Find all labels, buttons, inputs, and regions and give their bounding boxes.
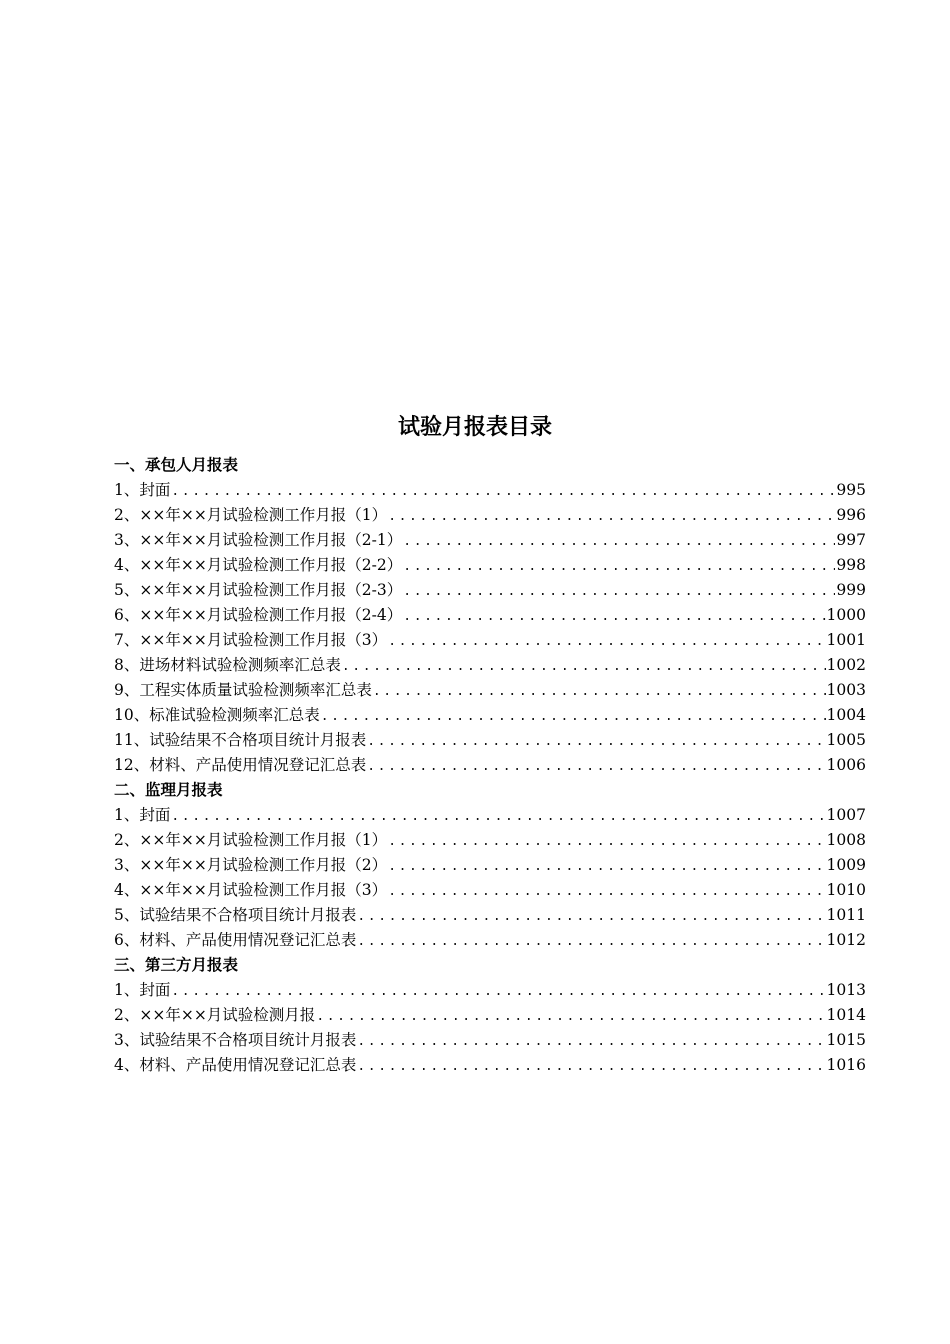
table-of-contents bbox=[114, 453, 866, 1078]
dot-leader bbox=[388, 854, 825, 878]
toc-entry[interactable] bbox=[114, 1053, 866, 1078]
toc-entry[interactable] bbox=[114, 903, 866, 928]
dot-leader bbox=[321, 704, 826, 728]
section-heading: 三、第三方月报表 bbox=[114, 956, 239, 974]
toc-entry-label: 9、工程实体质量试验检测频率汇总表 bbox=[114, 681, 372, 699]
toc-entry[interactable] bbox=[114, 528, 866, 553]
toc-entry-label: 7、××年××月试验检测工作月报（3） bbox=[114, 631, 388, 649]
toc-entry-label: 11、试验结果不合格项目统计月报表 bbox=[114, 731, 367, 749]
toc-entry-label: 4、××年××月试验检测工作月报（3） bbox=[114, 881, 388, 899]
toc-entry-page-number: 1012 bbox=[826, 931, 866, 949]
toc-entry[interactable] bbox=[114, 928, 866, 953]
toc-entry-page-number: 1000 bbox=[826, 606, 866, 624]
toc-entry-page-number: 996 bbox=[836, 506, 866, 524]
toc-entry-page-number: 1016 bbox=[826, 1056, 866, 1074]
section-heading: 二、监理月报表 bbox=[114, 781, 223, 799]
toc-entry-label: 8、进场材料试验检测频率汇总表 bbox=[114, 656, 341, 674]
toc-entry[interactable] bbox=[114, 478, 866, 503]
toc-entry-label: 3、××年××月试验检测工作月报（2） bbox=[114, 856, 388, 874]
toc-entry[interactable] bbox=[114, 553, 866, 578]
dot-leader bbox=[388, 879, 825, 903]
toc-entry-page-number: 1007 bbox=[826, 806, 866, 824]
toc-entry-label: 2、××年××月试验检测工作月报（1） bbox=[114, 506, 388, 524]
dot-leader bbox=[171, 479, 835, 503]
dot-leader bbox=[357, 1054, 825, 1078]
toc-entry-page-number: 1009 bbox=[826, 856, 866, 874]
dot-leader bbox=[403, 579, 835, 603]
dot-leader bbox=[357, 1029, 825, 1053]
toc-entry-page-number: 997 bbox=[836, 531, 866, 549]
dot-leader bbox=[367, 754, 825, 778]
toc-entry-label: 3、××年××月试验检测工作月报（2-1） bbox=[114, 531, 403, 549]
toc-entry-page-number: 995 bbox=[836, 481, 866, 499]
toc-entry[interactable] bbox=[114, 853, 866, 878]
toc-entry-label: 10、标准试验检测频率汇总表 bbox=[114, 706, 320, 724]
toc-entry-page-number: 1011 bbox=[826, 906, 866, 924]
toc-entry[interactable] bbox=[114, 728, 866, 753]
toc-entry-page-number: 1010 bbox=[826, 881, 866, 899]
dot-leader bbox=[316, 1004, 825, 1028]
toc-entry[interactable] bbox=[114, 653, 866, 678]
toc-entry-label: 1、封面 bbox=[114, 481, 171, 499]
dot-leader bbox=[403, 529, 835, 553]
toc-entry-page-number: 1013 bbox=[826, 981, 866, 999]
page-title: 试验月报表目录 bbox=[397, 415, 552, 440]
toc-entry-label: 4、材料、产品使用情况登记汇总表 bbox=[114, 1056, 357, 1074]
toc-entry-label: 6、材料、产品使用情况登记汇总表 bbox=[114, 931, 357, 949]
toc-entry-label: 5、××年××月试验检测工作月报（2-3） bbox=[114, 581, 403, 599]
toc-entry-label: 12、材料、产品使用情况登记汇总表 bbox=[114, 756, 367, 774]
dot-leader bbox=[342, 654, 826, 678]
toc-entry-label: 2、××年××月试验检测月报 bbox=[114, 1006, 316, 1024]
toc-entry-label: 1、封面 bbox=[114, 806, 171, 824]
toc-entry-page-number: 1005 bbox=[826, 731, 866, 749]
dot-leader bbox=[171, 804, 825, 828]
dot-leader bbox=[357, 904, 825, 928]
toc-entry-page-number: 1001 bbox=[826, 631, 866, 649]
toc-entry[interactable] bbox=[114, 503, 866, 528]
toc-entry[interactable] bbox=[114, 1003, 866, 1028]
toc-entry[interactable] bbox=[114, 578, 866, 603]
toc-entry-page-number: 1002 bbox=[826, 656, 866, 674]
toc-entry-page-number: 1003 bbox=[826, 681, 866, 699]
toc-entry-page-number: 1008 bbox=[826, 831, 866, 849]
dot-leader bbox=[373, 679, 826, 703]
toc-entry[interactable] bbox=[114, 878, 866, 903]
toc-entry[interactable] bbox=[114, 978, 866, 1003]
toc-entry[interactable] bbox=[114, 678, 866, 703]
dot-leader bbox=[388, 629, 825, 653]
toc-entry[interactable] bbox=[114, 603, 866, 628]
dot-leader bbox=[367, 729, 825, 753]
toc-entry-page-number: 998 bbox=[836, 556, 866, 574]
dot-leader bbox=[403, 554, 835, 578]
toc-entry-label: 2、××年××月试验检测工作月报（1） bbox=[114, 831, 388, 849]
toc-entry-page-number: 1014 bbox=[826, 1006, 866, 1024]
toc-entry-label: 3、试验结果不合格项目统计月报表 bbox=[114, 1031, 357, 1049]
toc-entry-page-number: 999 bbox=[836, 581, 866, 599]
toc-entry[interactable] bbox=[114, 703, 866, 728]
toc-entry-page-number: 1004 bbox=[826, 706, 866, 724]
toc-entry[interactable] bbox=[114, 628, 866, 653]
dot-leader bbox=[403, 604, 825, 628]
toc-entry-label: 6、××年××月试验检测工作月报（2-4） bbox=[114, 606, 403, 624]
toc-entry[interactable] bbox=[114, 753, 866, 778]
dot-leader bbox=[388, 829, 825, 853]
toc-entry-page-number: 1006 bbox=[826, 756, 866, 774]
toc-entry[interactable] bbox=[114, 1028, 866, 1053]
toc-entry-label: 4、××年××月试验检测工作月报（2-2） bbox=[114, 556, 403, 574]
dot-leader bbox=[388, 504, 835, 528]
dot-leader bbox=[357, 929, 825, 953]
toc-entry[interactable] bbox=[114, 828, 866, 853]
toc-entry-label: 5、试验结果不合格项目统计月报表 bbox=[114, 906, 357, 924]
toc-entry-label: 1、封面 bbox=[114, 981, 171, 999]
section-heading: 一、承包人月报表 bbox=[114, 456, 239, 474]
toc-entry[interactable] bbox=[114, 803, 866, 828]
toc-entry-page-number: 1015 bbox=[826, 1031, 866, 1049]
dot-leader bbox=[171, 979, 825, 1003]
